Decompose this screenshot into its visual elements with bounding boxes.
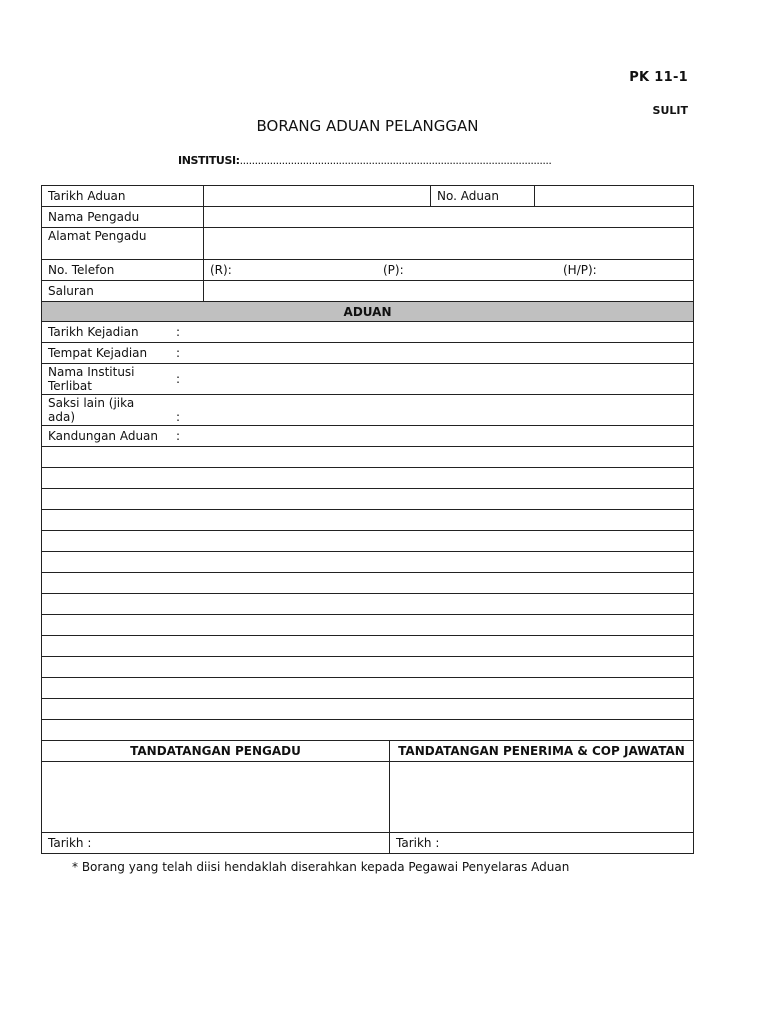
no-telefon-label: No. Telefon <box>42 260 204 281</box>
row-saksi <box>42 395 694 426</box>
signature-box-pengadu[interactable] <box>42 762 390 833</box>
row-tarikh-aduan <box>42 186 694 207</box>
nama-pengadu-label: Nama Pengadu <box>42 207 204 228</box>
institusi-dots[interactable]: ........................................................................................................ <box>239 154 552 167</box>
tandatangan-penerima-label: TANDATANGAN PENERIMA & COP JAWATAN <box>390 741 694 762</box>
blank-line <box>42 447 694 468</box>
no-aduan-label: No. Aduan <box>431 186 535 207</box>
blank-line-field[interactable] <box>42 678 694 699</box>
blank-line <box>42 699 694 720</box>
footnote: * Borang yang telah diisi hendaklah diserahkan kepada Pegawai Penyelaras Aduan <box>72 860 570 874</box>
blank-line-field[interactable] <box>42 573 694 594</box>
form-code: PK 11-1 <box>629 70 688 85</box>
no-aduan-field[interactable] <box>535 186 694 207</box>
row-saluran <box>42 281 694 302</box>
blank-line-field[interactable] <box>42 657 694 678</box>
kandungan-aduan-label: Kandungan Aduan <box>48 429 159 444</box>
colon: : <box>176 410 181 424</box>
row-tarikh-kejadian <box>42 322 694 343</box>
blank-line-field[interactable] <box>42 552 694 573</box>
blank-line-field[interactable] <box>42 615 694 636</box>
blank-line-field[interactable] <box>42 468 694 489</box>
saksi-field[interactable] <box>42 395 694 426</box>
blank-line <box>42 510 694 531</box>
tel-p-label: (P): <box>383 263 404 277</box>
tempat-kejadian-label: Tempat Kejadian <box>48 346 148 361</box>
alamat-pengadu-field[interactable] <box>204 228 694 260</box>
saluran-field[interactable] <box>204 281 694 302</box>
tarikh-aduan-label: Tarikh Aduan <box>42 186 204 207</box>
signature-header-row <box>42 741 694 762</box>
blank-line <box>42 552 694 573</box>
colon: : <box>176 429 181 444</box>
blank-line <box>42 636 694 657</box>
complaint-form-table <box>41 185 694 854</box>
classification-label: SULIT <box>652 104 688 117</box>
row-alamat-pengadu <box>42 228 694 260</box>
nama-pengadu-field[interactable] <box>204 207 694 228</box>
blank-line <box>42 615 694 636</box>
row-no-telefon <box>42 260 694 281</box>
signature-box-penerima[interactable] <box>390 762 694 833</box>
blank-line <box>42 489 694 510</box>
row-nama-pengadu <box>42 207 694 228</box>
blank-line <box>42 531 694 552</box>
row-nama-institusi <box>42 364 694 395</box>
aduan-section-header <box>42 302 694 322</box>
blank-line-field[interactable] <box>42 720 694 741</box>
tarikh-pengadu-field[interactable] <box>42 833 390 854</box>
no-telefon-field[interactable] <box>204 260 694 281</box>
tel-hp-label: (H/P): <box>563 263 597 277</box>
blank-line-field[interactable] <box>42 489 694 510</box>
colon: : <box>176 372 181 386</box>
nama-institusi-label: Nama Institusi Terlibat <box>48 365 135 393</box>
signature-area-row <box>42 762 694 833</box>
blank-line-field[interactable] <box>42 510 694 531</box>
aduan-band-label: ADUAN <box>42 302 694 322</box>
blank-line <box>42 594 694 615</box>
form-title: BORANG ADUAN PELANGGAN <box>256 117 479 135</box>
colon: : <box>176 325 181 340</box>
colon: : <box>176 346 181 361</box>
institusi-label: INSTITUSI: <box>178 154 240 167</box>
tarikh-kejadian-field[interactable] <box>42 322 694 343</box>
blank-line-field[interactable] <box>42 636 694 657</box>
blank-line <box>42 678 694 699</box>
tarikh-pengadu-label: Tarikh : <box>48 836 92 850</box>
blank-line-field[interactable] <box>42 594 694 615</box>
saluran-label: Saluran <box>42 281 204 302</box>
blank-line <box>42 573 694 594</box>
blank-line-field[interactable] <box>42 531 694 552</box>
tel-r-label: (R): <box>210 263 232 277</box>
tempat-kejadian-field[interactable] <box>42 343 694 364</box>
tarikh-kejadian-label: Tarikh Kejadian <box>48 325 139 340</box>
alamat-pengadu-label: Alamat Pengadu <box>42 228 204 260</box>
nama-institusi-field[interactable] <box>42 364 694 395</box>
tandatangan-pengadu-label: TANDATANGAN PENGADU <box>42 741 390 762</box>
blank-line <box>42 720 694 741</box>
row-kandungan-aduan <box>42 426 694 447</box>
row-tempat-kejadian <box>42 343 694 364</box>
institusi-line <box>178 154 551 167</box>
kandungan-aduan-field[interactable] <box>42 426 694 447</box>
saksi-label: Saksi lain (jika ada) <box>48 396 135 424</box>
tarikh-penerima-field[interactable] <box>390 833 694 854</box>
tarikh-aduan-field[interactable] <box>204 186 431 207</box>
signature-date-row <box>42 833 694 854</box>
blank-line <box>42 657 694 678</box>
blank-line <box>42 468 694 489</box>
blank-line-field[interactable] <box>42 699 694 720</box>
blank-line-field[interactable] <box>42 447 694 468</box>
tarikh-penerima-label: Tarikh : <box>396 836 440 850</box>
